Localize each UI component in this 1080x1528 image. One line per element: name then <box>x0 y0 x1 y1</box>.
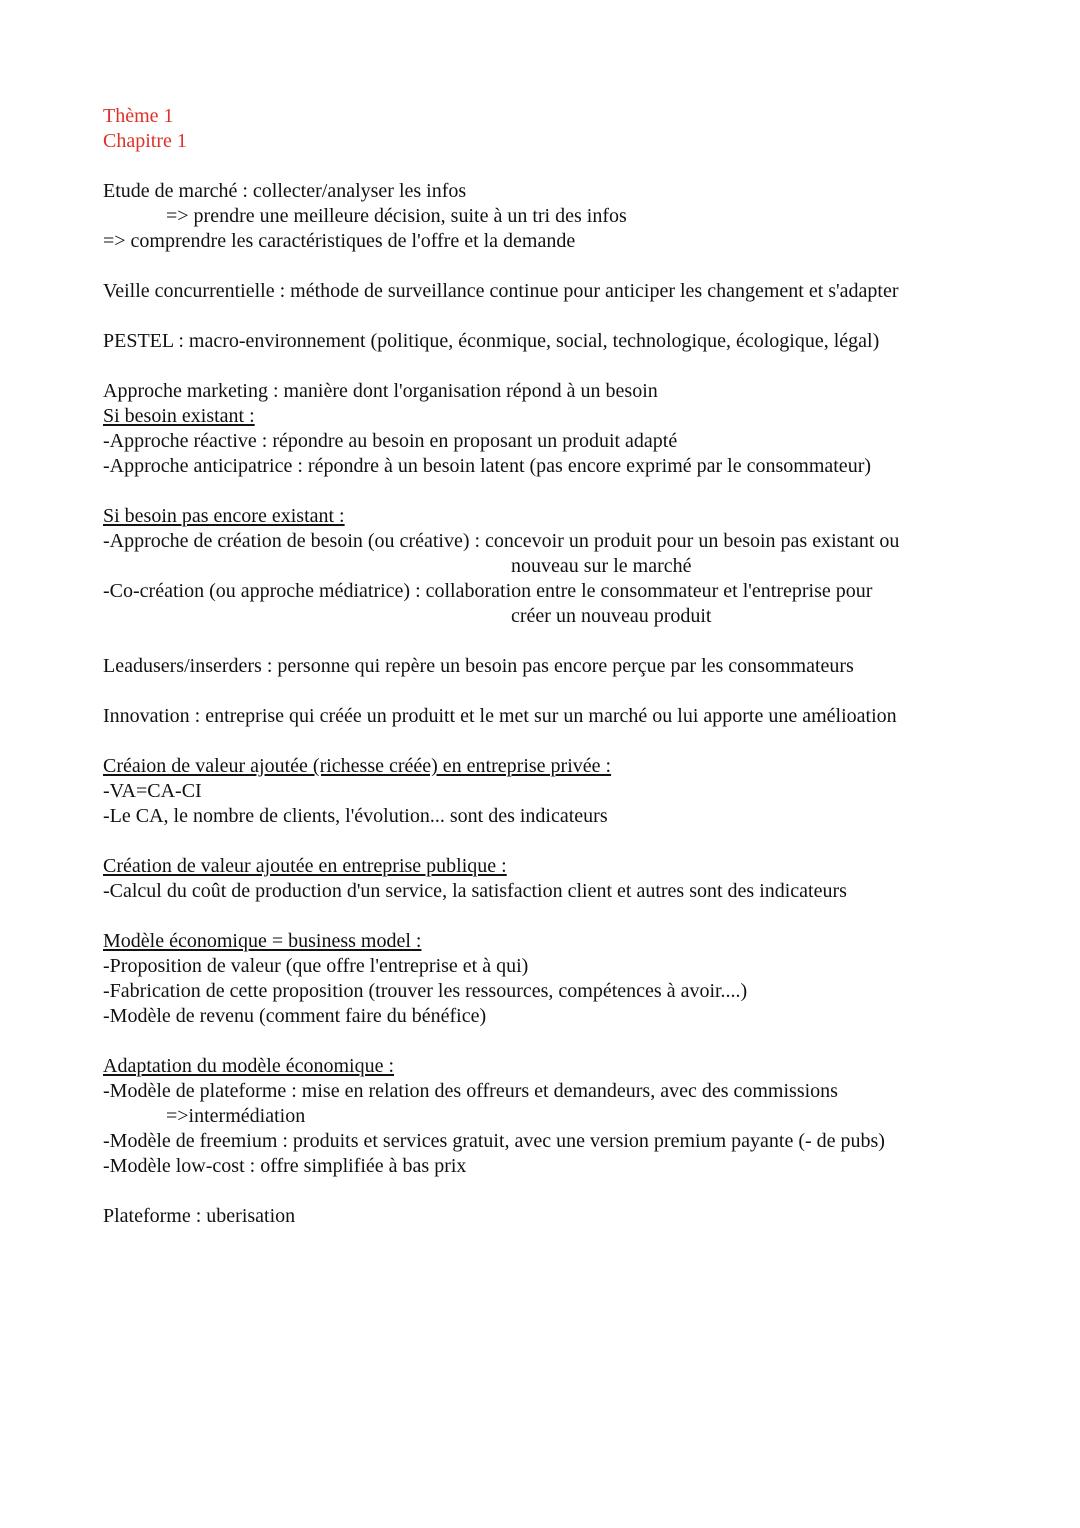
spacer <box>103 629 1003 654</box>
etude-goal: => comprendre les caractéristiques de l'offre et la demande <box>103 230 576 252</box>
heading-besoin-non-existant: Si besoin pas encore existant : <box>103 505 345 527</box>
adaptation-intermediation: =>intermédiation <box>166 1105 306 1127</box>
veille-definition: Veille concurrentielle : méthode de surveillance continue pour anticiper les changement et s'adapter <box>103 280 899 302</box>
spacer <box>103 1029 1003 1054</box>
spacer <box>103 254 1003 279</box>
valeur-publique-indicators: -Calcul du coût de production d'un service, la satisfaction client et autres sont des indicateurs <box>103 880 847 902</box>
heading-besoin-existant: Si besoin existant : <box>103 405 255 427</box>
co-creation-cont: créer un nouveau produit <box>511 605 712 627</box>
approche-creation: -Approche de création de besoin (ou créative) : concevoir un produit pour un besoin pas existant ou <box>103 530 900 552</box>
theme-title: Thème 1 <box>103 105 174 127</box>
spacer <box>103 354 1003 379</box>
modele-revenu: -Modèle de revenu (comment faire du bénéfice) <box>103 1005 487 1027</box>
heading-valeur-publique: Création de valeur ajoutée en entreprise publique : <box>103 855 507 877</box>
adaptation-freemium: -Modèle de freemium : produits et services gratuit, avec une version premium payante (- de pubs) <box>103 1130 885 1152</box>
spacer <box>103 304 1003 329</box>
document-page <box>103 104 1003 1229</box>
innovation-definition: Innovation : entreprise qui créée un produitt et le met sur un marché ou lui apporte une amélioation <box>103 705 897 727</box>
leadusers-definition: Leadusers/inserders : personne qui repère un besoin pas encore perçue par les consommateurs <box>103 655 854 677</box>
heading-modele-economique: Modèle économique = business model : <box>103 930 422 952</box>
spacer <box>103 829 1003 854</box>
pestel-definition: PESTEL : macro-environnement (politique, éconmique, social, technologique, écologique, légal) <box>103 330 880 352</box>
valeur-privee-indicators: -Le CA, le nombre de clients, l'évolution... sont des indicateurs <box>103 805 608 827</box>
spacer <box>103 904 1003 929</box>
co-creation: -Co-création (ou approche médiatrice) : collaboration entre le consommateur et l'entreprise pour <box>103 580 873 602</box>
modele-proposition: -Proposition de valeur (que offre l'entreprise et à qui) <box>103 955 529 977</box>
approche-anticipatrice: -Approche anticipatrice : répondre à un besoin latent (pas encore exprimé par le consommateur) <box>103 455 872 477</box>
adaptation-low-cost: -Modèle low-cost : offre simplifiée à bas prix <box>103 1155 467 1177</box>
spacer <box>103 479 1003 504</box>
chapter-title: Chapitre 1 <box>103 130 187 152</box>
etude-definition: Etude de marché : collecter/analyser les infos <box>103 180 467 202</box>
spacer <box>103 1179 1003 1204</box>
modele-fabrication: -Fabrication de cette proposition (trouver les ressources, compétences à avoir....) <box>103 980 748 1002</box>
plateforme-definition: Plateforme : uberisation <box>103 1205 296 1227</box>
spacer <box>103 679 1003 704</box>
approche-reactive: -Approche réactive : répondre au besoin en proposant un produit adapté <box>103 430 678 452</box>
approche-definition: Approche marketing : manière dont l'organisation répond à un besoin <box>103 380 658 402</box>
adaptation-plateforme: -Modèle de plateforme : mise en relation des offreurs et demandeurs, avec des commissions <box>103 1080 838 1102</box>
approche-creation-cont: nouveau sur le marché <box>511 555 692 577</box>
heading-valeur-privee: Créaion de valeur ajoutée (richesse créée) en entreprise privée : <box>103 755 612 777</box>
spacer <box>103 729 1003 754</box>
spacer <box>103 154 1003 179</box>
heading-adaptation: Adaptation du modèle économique : <box>103 1055 395 1077</box>
etude-consequence: => prendre une meilleure décision, suite à un tri des infos <box>166 205 627 227</box>
valeur-privee-formula: -VA=CA-CI <box>103 780 202 802</box>
